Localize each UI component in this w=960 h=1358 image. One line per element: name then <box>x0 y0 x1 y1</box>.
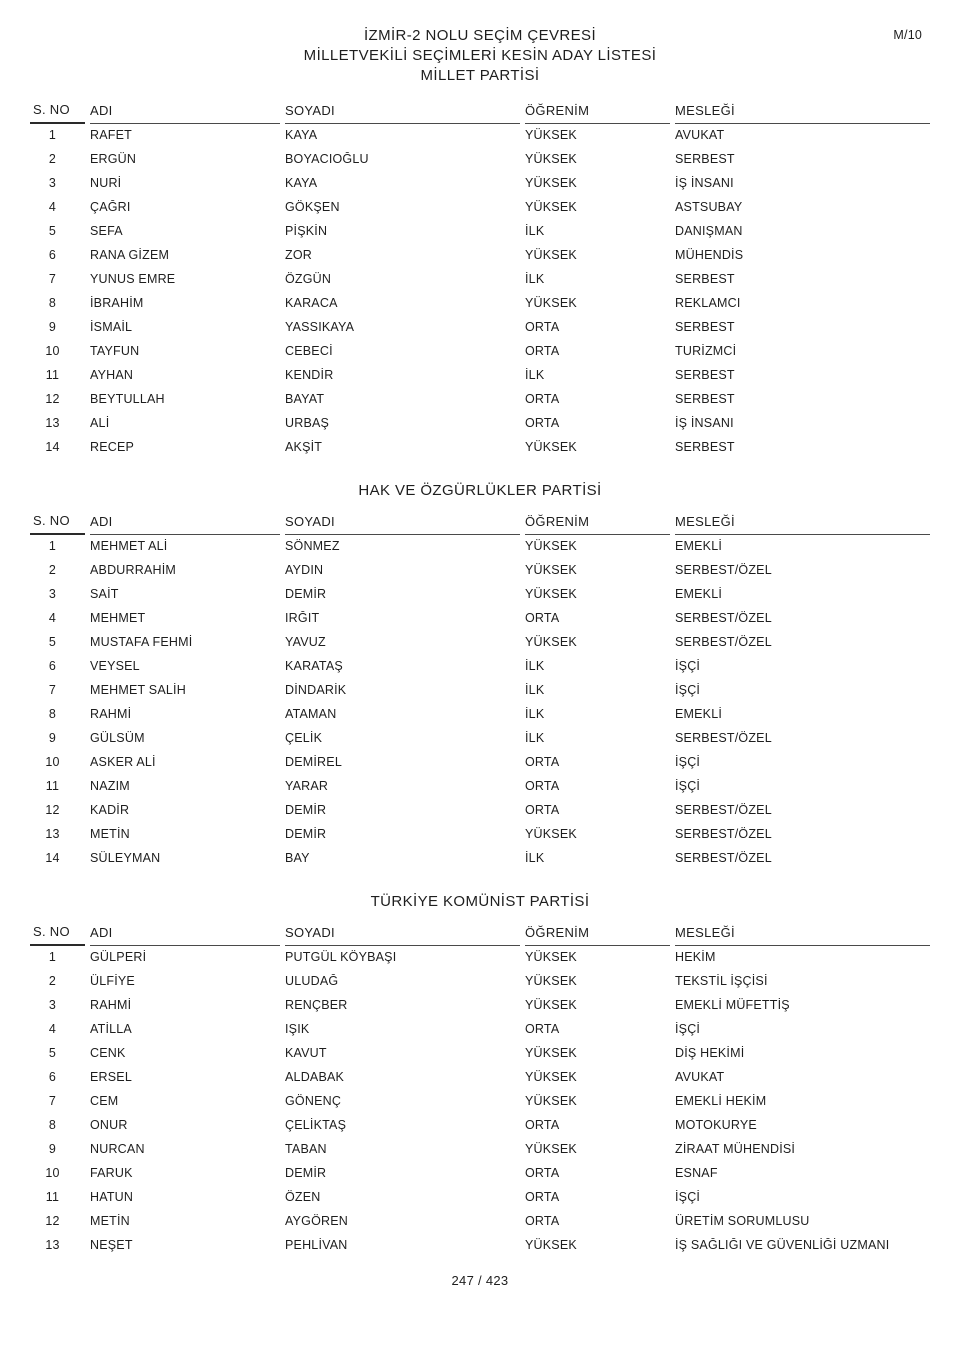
table-row <box>30 291 930 315</box>
name-cell: ATİLLA <box>90 1022 132 1036</box>
table-row <box>30 363 930 387</box>
education-cell: ORTA <box>525 755 560 769</box>
row-number: 3 <box>48 587 57 601</box>
profession-cell: SERBEST/ÖZEL <box>675 851 772 865</box>
education-cell: YÜKSEK <box>525 1142 577 1156</box>
table-row <box>30 1089 930 1113</box>
row-number: 3 <box>48 998 57 1012</box>
row-number: 5 <box>48 635 57 649</box>
profession-cell: SERBEST/ÖZEL <box>675 563 772 577</box>
name-cell: ABDURRAHİM <box>90 563 177 577</box>
name-cell: YUNUS EMRE <box>90 272 176 286</box>
name-cell: İSMAİL <box>90 320 133 334</box>
column-header: MESLEĞİ <box>675 98 930 124</box>
name-cell: NURİ <box>90 176 122 190</box>
education-cell: İLK <box>525 224 545 238</box>
row-number: 12 <box>45 1214 60 1228</box>
education-cell: İLK <box>525 683 545 697</box>
education-cell: ORTA <box>525 611 560 625</box>
row-number: 6 <box>48 659 57 673</box>
education-cell: YÜKSEK <box>525 248 577 262</box>
name-cell: ONUR <box>90 1118 128 1132</box>
column-header: ÖĞRENİM <box>525 509 670 535</box>
name-cell: ÜLFİYE <box>90 974 135 988</box>
education-cell: YÜKSEK <box>525 1094 577 1108</box>
title-line-district: İZMİR-2 NOLU SEÇİM ÇEVRESİ <box>363 27 597 44</box>
education-cell: YÜKSEK <box>525 200 577 214</box>
column-header: S. NO <box>30 508 85 535</box>
table-row <box>30 339 930 363</box>
profession-cell: EMEKLİ <box>675 707 723 721</box>
education-cell: ORTA <box>525 416 560 430</box>
document-title-block <box>30 26 930 86</box>
candidate-table <box>30 920 930 1257</box>
name-cell: RAHMİ <box>90 707 132 721</box>
table-body <box>30 123 930 459</box>
page-corner-label: M/10 <box>893 28 922 42</box>
column-header: SOYADI <box>285 509 520 535</box>
column-header: S. NO <box>30 97 85 124</box>
row-number: 4 <box>48 1022 57 1036</box>
profession-cell: İŞÇİ <box>675 683 701 697</box>
surname-cell: KARATAŞ <box>285 659 343 673</box>
row-number: 1 <box>48 539 57 553</box>
surname-cell: PUTGÜL KÖYBAŞI <box>285 950 397 964</box>
profession-cell: HEKİM <box>675 950 716 964</box>
row-number: 10 <box>45 344 60 358</box>
table-row <box>30 822 930 846</box>
name-cell: RECEP <box>90 440 135 454</box>
table-row <box>30 219 930 243</box>
surname-cell: IŞIK <box>285 1022 310 1036</box>
table-row <box>30 195 930 219</box>
name-cell: METİN <box>90 1214 130 1228</box>
profession-cell: ESNAF <box>675 1166 718 1180</box>
surname-cell: AYGÖREN <box>285 1214 348 1228</box>
profession-cell: REKLAMCI <box>675 296 741 310</box>
profession-cell: SERBEST/ÖZEL <box>675 827 772 841</box>
table-row <box>30 846 930 870</box>
education-cell: İLK <box>525 368 545 382</box>
table-header-row <box>30 509 930 534</box>
profession-cell: SERBEST <box>675 368 735 382</box>
profession-cell: EMEKLİ MÜFETTİŞ <box>675 998 790 1012</box>
profession-cell: SERBEST <box>675 392 735 406</box>
row-number: 8 <box>48 707 57 721</box>
education-cell: YÜKSEK <box>525 152 577 166</box>
row-number: 11 <box>45 1190 60 1204</box>
name-cell: BEYTULLAH <box>90 392 165 406</box>
name-cell: SEFA <box>90 224 123 238</box>
table-row <box>30 267 930 291</box>
profession-cell: İŞÇİ <box>675 1022 701 1036</box>
row-number: 3 <box>48 176 57 190</box>
profession-cell: AVUKAT <box>675 1070 725 1084</box>
profession-cell: DANIŞMAN <box>675 224 743 238</box>
row-number: 6 <box>48 1070 57 1084</box>
surname-cell: AKŞİT <box>285 440 323 454</box>
surname-cell: BOYACIOĞLU <box>285 152 369 166</box>
profession-cell: ZİRAAT MÜHENDİSİ <box>675 1142 796 1156</box>
profession-cell: MOTOKURYE <box>675 1118 757 1132</box>
name-cell: CENK <box>90 1046 126 1060</box>
row-number: 4 <box>48 200 57 214</box>
profession-cell: SERBEST/ÖZEL <box>675 803 772 817</box>
education-cell: İLK <box>525 851 545 865</box>
education-cell: ORTA <box>525 1190 560 1204</box>
row-number: 2 <box>48 152 57 166</box>
education-cell: YÜKSEK <box>525 128 577 142</box>
row-number: 10 <box>45 755 60 769</box>
table-row <box>30 1137 930 1161</box>
name-cell: HATUN <box>90 1190 134 1204</box>
surname-cell: ATAMAN <box>285 707 337 721</box>
surname-cell: PEHLİVAN <box>285 1238 348 1252</box>
surname-cell: KAYA <box>285 176 318 190</box>
profession-cell: SERBEST <box>675 152 735 166</box>
surname-cell: CEBECİ <box>285 344 333 358</box>
column-header: ADI <box>90 98 280 124</box>
row-number: 2 <box>48 974 57 988</box>
surname-cell: DİNDARİK <box>285 683 347 697</box>
education-cell: ORTA <box>525 803 560 817</box>
surname-cell: YAVUZ <box>285 635 326 649</box>
table-row <box>30 726 930 750</box>
party-title: TÜRKİYE KOMÜNİST PARTİSİ <box>370 893 590 910</box>
profession-cell: İŞ İNSANI <box>675 416 734 430</box>
name-cell: AYHAN <box>90 368 134 382</box>
name-cell: KADİR <box>90 803 130 817</box>
profession-cell: SERBEST/ÖZEL <box>675 635 772 649</box>
surname-cell: IRĞIT <box>285 611 320 625</box>
row-number: 13 <box>45 416 60 430</box>
education-cell: YÜKSEK <box>525 587 577 601</box>
education-cell: ORTA <box>525 320 560 334</box>
profession-cell: İŞÇİ <box>675 1190 701 1204</box>
surname-cell: TABAN <box>285 1142 327 1156</box>
column-header: ÖĞRENİM <box>525 98 670 124</box>
education-cell: YÜKSEK <box>525 1046 577 1060</box>
table-row <box>30 774 930 798</box>
profession-cell: İŞÇİ <box>675 659 701 673</box>
name-cell: GÜLPERİ <box>90 950 147 964</box>
profession-cell: İŞÇİ <box>675 755 701 769</box>
table-row <box>30 147 930 171</box>
row-number: 8 <box>48 296 57 310</box>
profession-cell: DİŞ HEKİMİ <box>675 1046 745 1060</box>
row-number: 1 <box>48 128 57 142</box>
surname-cell: KAVUT <box>285 1046 327 1060</box>
table-row <box>30 387 930 411</box>
surname-cell: DEMİR <box>285 587 327 601</box>
row-number: 11 <box>45 779 60 793</box>
surname-cell: ZOR <box>285 248 312 262</box>
candidate-table <box>30 98 930 459</box>
row-number: 1 <box>48 950 57 964</box>
row-number: 5 <box>48 1046 57 1060</box>
education-cell: İLK <box>525 731 545 745</box>
profession-cell: MÜHENDİS <box>675 248 744 262</box>
profession-cell: SERBEST/ÖZEL <box>675 731 772 745</box>
education-cell: YÜKSEK <box>525 563 577 577</box>
surname-cell: ÇELİK <box>285 731 323 745</box>
name-cell: MEHMET SALİH <box>90 683 186 697</box>
name-cell: ERSEL <box>90 1070 132 1084</box>
table-row <box>30 798 930 822</box>
surname-cell: GÖNENÇ <box>285 1094 342 1108</box>
table-row <box>30 243 930 267</box>
education-cell: ORTA <box>525 1022 560 1036</box>
table-row <box>30 678 930 702</box>
profession-cell: SERBEST/ÖZEL <box>675 611 772 625</box>
row-number: 9 <box>48 731 57 745</box>
column-header: SOYADI <box>285 98 520 124</box>
surname-cell: RENÇBER <box>285 998 348 1012</box>
row-number: 4 <box>48 611 57 625</box>
name-cell: MUSTAFA FEHMİ <box>90 635 193 649</box>
title-line-list: MİLLETVEKİLİ SEÇİMLERİ KESİN ADAY LİSTESİ <box>303 47 657 64</box>
row-number: 2 <box>48 563 57 577</box>
surname-cell: YARAR <box>285 779 329 793</box>
column-header: SOYADI <box>285 920 520 946</box>
education-cell: YÜKSEK <box>525 974 577 988</box>
column-header: ADI <box>90 509 280 535</box>
name-cell: ASKER ALİ <box>90 755 156 769</box>
education-cell: YÜKSEK <box>525 539 577 553</box>
row-number: 5 <box>48 224 57 238</box>
profession-cell: İŞ SAĞLIĞI VE GÜVENLİĞİ UZMANI <box>675 1238 890 1252</box>
table-header-row <box>30 920 930 945</box>
table-row <box>30 945 930 969</box>
surname-cell: KARACA <box>285 296 338 310</box>
profession-cell: İŞ İNSANI <box>675 176 734 190</box>
name-cell: GÜLSÜM <box>90 731 145 745</box>
name-cell: ÇAĞRI <box>90 200 131 214</box>
table-row <box>30 606 930 630</box>
name-cell: SÜLEYMAN <box>90 851 161 865</box>
education-cell: İLK <box>525 659 545 673</box>
education-cell: İLK <box>525 272 545 286</box>
surname-cell: DEMİR <box>285 827 327 841</box>
education-cell: ORTA <box>525 1118 560 1132</box>
name-cell: RANA GİZEM <box>90 248 170 262</box>
education-cell: YÜKSEK <box>525 998 577 1012</box>
profession-cell: EMEKLİ HEKİM <box>675 1094 767 1108</box>
row-number: 7 <box>48 272 57 286</box>
table-row <box>30 1041 930 1065</box>
name-cell: NEŞET <box>90 1238 133 1252</box>
profession-cell: TURİZMCİ <box>675 344 737 358</box>
surname-cell: DEMİR <box>285 803 327 817</box>
profession-cell: SERBEST <box>675 440 735 454</box>
profession-cell: İŞÇİ <box>675 779 701 793</box>
table-row <box>30 1113 930 1137</box>
education-cell: YÜKSEK <box>525 827 577 841</box>
table-row <box>30 582 930 606</box>
surname-cell: ÇELİKTAŞ <box>285 1118 347 1132</box>
page-number: 247 / 423 <box>451 1273 509 1288</box>
education-cell: ORTA <box>525 344 560 358</box>
surname-cell: PİŞKİN <box>285 224 328 238</box>
education-cell: YÜKSEK <box>525 296 577 310</box>
surname-cell: BAYAT <box>285 392 325 406</box>
table-row <box>30 750 930 774</box>
row-number: 7 <box>48 1094 57 1108</box>
surname-cell: ULUDAĞ <box>285 974 339 988</box>
education-cell: YÜKSEK <box>525 440 577 454</box>
table-row <box>30 993 930 1017</box>
table-row <box>30 630 930 654</box>
table-row <box>30 1017 930 1041</box>
surname-cell: DEMİREL <box>285 755 342 769</box>
table-row <box>30 969 930 993</box>
profession-cell: SERBEST <box>675 272 735 286</box>
name-cell: TAYFUN <box>90 344 140 358</box>
profession-cell: ASTSUBAY <box>675 200 743 214</box>
table-row <box>30 534 930 558</box>
row-number: 9 <box>48 1142 57 1156</box>
row-number: 12 <box>45 392 60 406</box>
name-cell: ERGÜN <box>90 152 137 166</box>
education-cell: ORTA <box>525 779 560 793</box>
education-cell: YÜKSEK <box>525 1070 577 1084</box>
table-row <box>30 654 930 678</box>
row-number: 12 <box>45 803 60 817</box>
table-row <box>30 411 930 435</box>
name-cell: MEHMET <box>90 611 146 625</box>
education-cell: YÜKSEK <box>525 635 577 649</box>
row-number: 9 <box>48 320 57 334</box>
table-row <box>30 1233 930 1257</box>
surname-cell: BAY <box>285 851 310 865</box>
table-body <box>30 945 930 1257</box>
surname-cell: AYDIN <box>285 563 324 577</box>
candidate-table <box>30 509 930 870</box>
name-cell: SAİT <box>90 587 119 601</box>
column-header: MESLEĞİ <box>675 920 930 946</box>
table-row <box>30 702 930 726</box>
surname-cell: URBAŞ <box>285 416 330 430</box>
name-cell: FARUK <box>90 1166 133 1180</box>
profession-cell: TEKSTİL İŞÇİSİ <box>675 974 768 988</box>
table-body <box>30 534 930 870</box>
surname-cell: ÖZEN <box>285 1190 321 1204</box>
name-cell: VEYSEL <box>90 659 140 673</box>
name-cell: İBRAHİM <box>90 296 144 310</box>
profession-cell: EMEKLİ <box>675 587 723 601</box>
party-title: HAK VE ÖZGÜRLÜKLER PARTİSİ <box>358 482 602 499</box>
column-header: MESLEĞİ <box>675 509 930 535</box>
column-header: ÖĞRENİM <box>525 920 670 946</box>
column-header: ADI <box>90 920 280 946</box>
profession-cell: SERBEST <box>675 320 735 334</box>
surname-cell: SÖNMEZ <box>285 539 340 553</box>
row-number: 10 <box>45 1166 60 1180</box>
surname-cell: YASSIKAYA <box>285 320 355 334</box>
education-cell: ORTA <box>525 1166 560 1180</box>
name-cell: ALİ <box>90 416 110 430</box>
education-cell: YÜKSEK <box>525 950 577 964</box>
name-cell: RAFET <box>90 128 132 142</box>
table-row <box>30 558 930 582</box>
education-cell: YÜKSEK <box>525 1238 577 1252</box>
sections <box>30 98 930 1257</box>
surname-cell: GÖKŞEN <box>285 200 340 214</box>
name-cell: RAHMİ <box>90 998 132 1012</box>
surname-cell: KAYA <box>285 128 318 142</box>
row-number: 7 <box>48 683 57 697</box>
table-row <box>30 1209 930 1233</box>
name-cell: METİN <box>90 827 130 841</box>
profession-cell: EMEKLİ <box>675 539 723 553</box>
table-row <box>30 1185 930 1209</box>
row-number: 8 <box>48 1118 57 1132</box>
education-cell: ORTA <box>525 392 560 406</box>
name-cell: NURCAN <box>90 1142 145 1156</box>
row-number: 13 <box>45 827 60 841</box>
name-cell: MEHMET ALİ <box>90 539 168 553</box>
table-row <box>30 315 930 339</box>
table-header-row <box>30 98 930 123</box>
surname-cell: ÖZGÜN <box>285 272 332 286</box>
row-number: 13 <box>45 1238 60 1252</box>
table-row <box>30 1065 930 1089</box>
surname-cell: DEMİR <box>285 1166 327 1180</box>
name-cell: NAZIM <box>90 779 130 793</box>
party-section <box>30 892 930 1257</box>
party-section <box>30 481 930 870</box>
row-number: 6 <box>48 248 57 262</box>
table-row <box>30 171 930 195</box>
row-number: 14 <box>45 851 60 865</box>
title-line-first-party: MİLLET PARTİSİ <box>420 67 540 84</box>
party-section <box>30 98 930 459</box>
row-number: 11 <box>45 368 60 382</box>
surname-cell: KENDİR <box>285 368 334 382</box>
education-cell: YÜKSEK <box>525 176 577 190</box>
row-number: 14 <box>45 440 60 454</box>
table-row <box>30 1161 930 1185</box>
education-cell: İLK <box>525 707 545 721</box>
surname-cell: ALDABAK <box>285 1070 345 1084</box>
profession-cell: ÜRETİM SORUMLUSU <box>675 1214 810 1228</box>
profession-cell: AVUKAT <box>675 128 725 142</box>
column-header: S. NO <box>30 919 85 946</box>
table-row <box>30 123 930 147</box>
name-cell: CEM <box>90 1094 119 1108</box>
education-cell: ORTA <box>525 1214 560 1228</box>
table-row <box>30 435 930 459</box>
